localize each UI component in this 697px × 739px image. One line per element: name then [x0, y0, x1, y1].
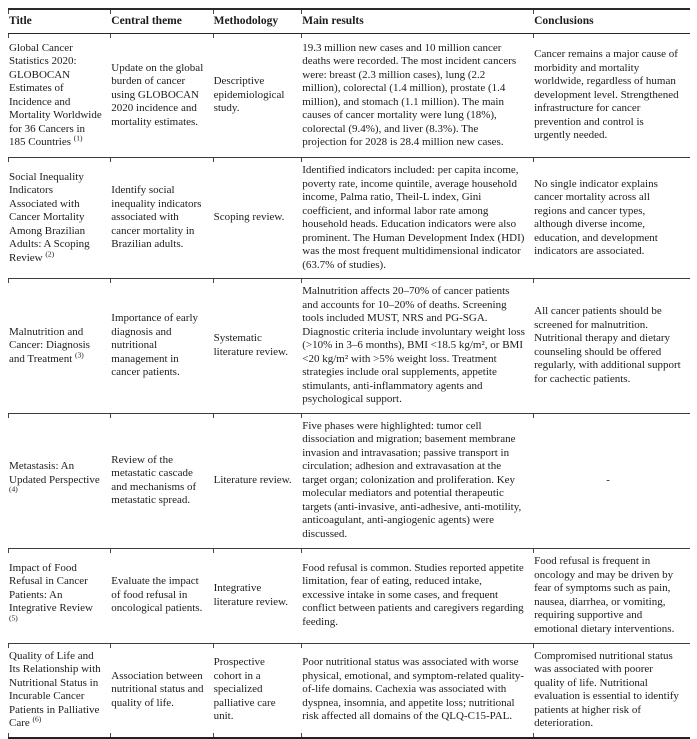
study-reference-number: (3) — [75, 349, 84, 359]
cell-conclusions: Compromised nutritional status was associated with poorer quality of life. Nutritional evaluation is essential to identify patients at higher risk of deterioration. — [533, 643, 690, 738]
cell-central-theme: Update on the global burden of cancer using GLOBOCAN 2020 incidence and mortality estimates. — [110, 34, 212, 158]
cell-title — [8, 34, 110, 158]
table-row — [8, 643, 690, 738]
table-body — [8, 34, 690, 738]
cell-title — [8, 548, 110, 643]
study-title-text: Impact of Food Refusal in Cancer Patients: An Integrative Review — [9, 561, 93, 615]
cell-central-theme: Evaluate the impact of food refusal in oncological patients. — [110, 548, 212, 643]
column-header-methodology: Methodology — [213, 9, 302, 34]
cell-main-results: Poor nutritional status was associated with worse physical, emotional, and symptom-related quality-of-life domains. Cachexia was associated with dyspnea, insomnia, and appetite loss; nutritional risk affected all domains of the QLQ-C15-PAL. — [301, 643, 533, 738]
column-header-conclusions: Conclusions — [533, 9, 690, 34]
cell-methodology: Systematic literature review. — [213, 279, 302, 414]
cell-central-theme: Association between nutritional status and quality of life. — [110, 643, 212, 738]
cell-methodology: Integrative literature review. — [213, 548, 302, 643]
table-row — [8, 279, 690, 414]
table-row — [8, 34, 690, 158]
study-reference-number: (5) — [9, 613, 18, 623]
cell-methodology: Prospective cohort in a specialized palliative care unit. — [213, 643, 302, 738]
cell-central-theme: Review of the metastatic cascade and mechanisms of metastatic spread. — [110, 413, 212, 548]
study-title-text: Social Inequality Indicators Associated with Cancer Mortality Among Brazilian Adults: A Scoping Review — [9, 170, 90, 264]
cell-title — [8, 413, 110, 548]
study-reference-number: (2) — [45, 249, 55, 259]
cell-methodology: Scoping review. — [213, 158, 302, 279]
study-title-text: Malnutrition and Cancer: Diagnosis and Treatment — [9, 325, 90, 365]
table-row — [8, 158, 690, 279]
cell-title — [8, 643, 110, 738]
cell-conclusions: Food refusal is frequent in oncology and may be driven by fear of symptoms such as pain, nausea, diarrhea, or vomiting, requiring supportive and emotional dietary interventions. — [533, 548, 690, 643]
study-title-text: Global Cancer Statistics 2020: GLOBOCAN Estimates of Incidence and Mortality Worldwide for 36 Cancers in 185 Countries — [9, 41, 102, 148]
study-title-text: Metastasis: An Updated Perspective — [9, 460, 100, 486]
column-header-central-theme: Central theme — [110, 9, 212, 34]
cell-title — [8, 158, 110, 279]
study-title-text: Quality of Life and Its Relationship with Nutritional Status in Incurable Cancer Patients in Palliative Care — [9, 649, 101, 729]
cell-central-theme: Importance of early diagnosis and nutritional management in cancer patients. — [110, 279, 212, 414]
column-header-title: Title — [8, 9, 110, 34]
cell-main-results: 19.3 million new cases and 10 million cancer deaths were recorded. The most incident cancers were: breast (2.3 million cases), lung (2.2 million), colorectal (1.4 million), prostate (1.4 million), and stomach (1.1 million). The main causes of cancer mortality were lung (18%), colorectal (9.4%), and liver (8.3%). The projection for 2028 is 28.4 million new cases. — [301, 34, 533, 158]
study-reference-number: (1) — [73, 133, 83, 143]
cell-main-results: Five phases were highlighted: tumor cell dissociation and migration; basement membrane invasion and intravasation; passive transport in circulation; adhesion and extravasation at the target organ; colonization and proliferation. Key molecular mediators and potential therapeutic targets (anti-invasive, anti-adhesive, anti-motility, anticoagulant, anti-angiogenic agents) were discussed. — [301, 413, 533, 548]
cell-main-results: Food refusal is common. Studies reported appetite limitation, fear of eating, reduced intake, excessive intake in some cases, and frequent conflict between patients and caregivers regarding feeding. — [301, 548, 533, 643]
study-reference-number: (4) — [9, 484, 18, 494]
cell-conclusions: All cancer patients should be screened for malnutrition. Nutritional therapy and dietary counseling should be offered regularly, with additional support for cachectic patients. — [533, 279, 690, 414]
table-header — [8, 9, 690, 34]
table-header-row — [8, 9, 690, 34]
cell-conclusions: Cancer remains a major cause of morbidity and mortality worldwide, regardless of human development level. Strengthened infrastructure for cancer prevention and control is urgently needed. — [533, 34, 690, 158]
cell-methodology: Literature review. — [213, 413, 302, 548]
cell-conclusions: No single indicator explains cancer mortality across all regions and cancer types, although diverse income, education, and development indicators are associated. — [533, 158, 690, 279]
table-row — [8, 413, 690, 548]
cell-main-results: Identified indicators included: per capita income, poverty rate, income quintile, average household income, Palma ratio, Theil-L index, Gini coefficient, and informal labor rate among household heads. Education indicators were also prominent. The Human Development Index (HDI) was the most frequent multidimensional indicator (63.7% of studies). — [301, 158, 533, 279]
studies-summary-table — [8, 8, 690, 739]
column-header-main-results: Main results — [301, 9, 533, 34]
cell-central-theme: Identify social inequality indicators associated with cancer mortality in Brazilian adults. — [110, 158, 212, 279]
cell-title — [8, 279, 110, 414]
table-row — [8, 548, 690, 643]
study-reference-number: (6) — [32, 714, 42, 724]
cell-methodology: Descriptive epidemiological study. — [213, 34, 302, 158]
cell-main-results: Malnutrition affects 20–70% of cancer patients and accounts for 10–20% of deaths. Screening tools included MUST, NRS and PG-SGA. Diagnostic criteria include involuntary weight loss (>10% in 3–6 months), BMI <18.5 kg/m², or BMI <20 kg/m² with >5% weight loss. Treatment strategies include oral supplements, appetite stimulants, anti-inflammatory agents and psychological support. — [301, 279, 533, 414]
cell-conclusions: - — [533, 413, 690, 548]
